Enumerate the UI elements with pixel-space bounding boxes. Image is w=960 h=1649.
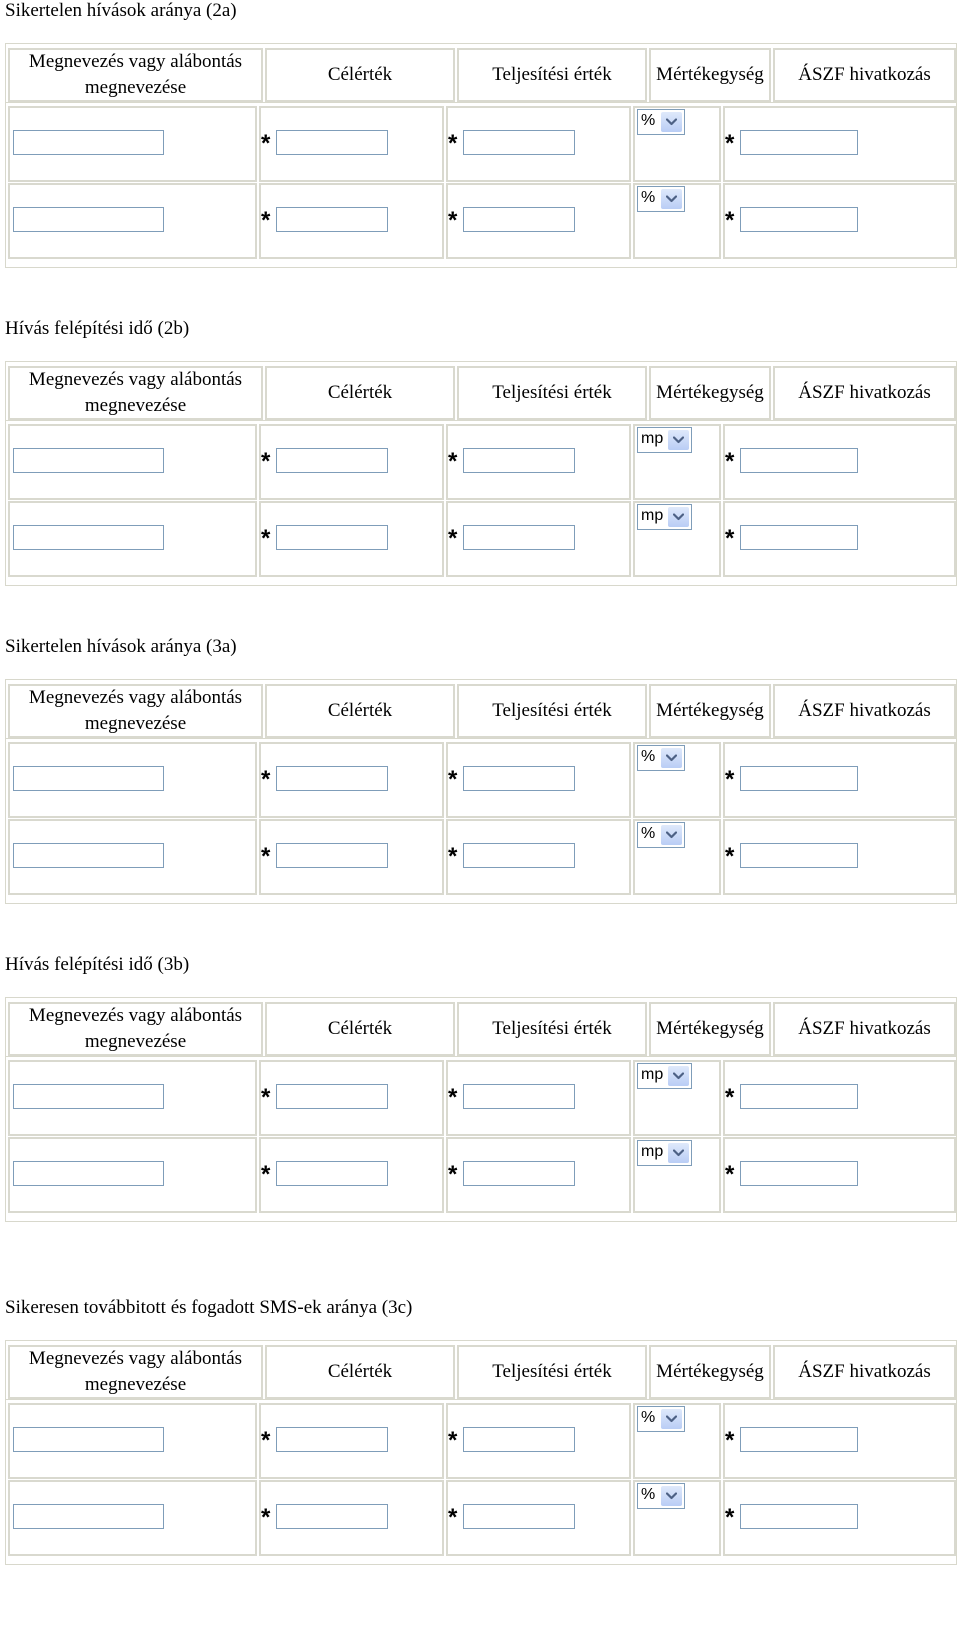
unit-select-value: % (641, 825, 656, 842)
actual-value-input[interactable] (463, 1427, 575, 1452)
section-title: Sikeresen továbbitott és fogadott SMS-ek aránya (3c) (5, 1297, 413, 1318)
name-cell (8, 1060, 257, 1136)
terms-reference-input[interactable] (740, 1161, 858, 1186)
required-marker: * (261, 1427, 271, 1454)
column-header-target: Célérték (265, 48, 455, 102)
terms-cell (723, 424, 956, 500)
column-header-unit: Mértékegység (649, 48, 771, 102)
table-body (5, 738, 957, 904)
unit-cell (633, 742, 721, 818)
name-cell (8, 742, 257, 818)
actual-value-input[interactable] (463, 843, 575, 868)
chevron-down-icon[interactable] (661, 748, 682, 768)
actual-value-input[interactable] (463, 1504, 575, 1529)
table-row (6, 1057, 956, 1137)
terms-reference-input[interactable] (740, 1084, 858, 1109)
name-cell (8, 424, 257, 500)
required-marker: * (725, 448, 735, 475)
terms-cell (723, 1403, 956, 1479)
unit-select-value: % (641, 189, 656, 206)
unit-cell (633, 1480, 721, 1556)
required-marker: * (725, 1504, 735, 1531)
column-header-terms: ÁSZF hivatkozás (773, 1345, 956, 1399)
column-header-unit: Mértékegység (649, 366, 771, 420)
table-header (5, 361, 957, 424)
table-body (5, 102, 957, 268)
unit-select[interactable] (637, 1483, 685, 1509)
required-marker: * (261, 843, 271, 870)
required-marker: * (448, 1427, 458, 1454)
unit-cell (633, 183, 721, 259)
required-marker: * (725, 843, 735, 870)
table-row (6, 1477, 956, 1557)
actual-cell (446, 1403, 631, 1479)
table-header (5, 997, 957, 1060)
chevron-down-icon[interactable] (668, 507, 689, 527)
name-input[interactable] (13, 448, 164, 473)
required-marker: * (448, 525, 458, 552)
column-header-terms: ÁSZF hivatkozás (773, 366, 956, 420)
unit-select-value: mp (641, 1066, 664, 1083)
target-cell (259, 424, 444, 500)
actual-value-input[interactable] (463, 1084, 575, 1109)
required-marker: * (725, 1084, 735, 1111)
terms-cell (723, 742, 956, 818)
actual-value-input[interactable] (463, 130, 575, 155)
table-row (6, 498, 956, 578)
name-cell (8, 1480, 257, 1556)
unit-cell (633, 819, 721, 895)
actual-value-input[interactable] (463, 525, 575, 550)
section-title: Hívás felépítési idő (2b) (5, 318, 190, 339)
section-title: Sikertelen hívások aránya (2a) (5, 0, 237, 21)
chevron-down-icon[interactable] (661, 825, 682, 845)
target-value-input[interactable] (276, 130, 388, 155)
required-marker: * (725, 207, 735, 234)
column-header-actual: Teljesítési érték (457, 1345, 647, 1399)
chevron-down-icon[interactable] (668, 1066, 689, 1086)
column-header-name: Megnevezés vagy alábontás megnevezése (8, 1345, 263, 1399)
required-marker: * (448, 766, 458, 793)
actual-cell (446, 106, 631, 182)
actual-cell (446, 183, 631, 259)
name-cell (8, 1137, 257, 1213)
name-input[interactable] (13, 1161, 164, 1186)
target-value-input[interactable] (276, 1427, 388, 1452)
actual-cell (446, 1060, 631, 1136)
required-marker: * (448, 130, 458, 157)
actual-cell (446, 742, 631, 818)
terms-reference-input[interactable] (740, 207, 858, 232)
actual-cell (446, 1137, 631, 1213)
target-cell (259, 183, 444, 259)
chevron-down-icon[interactable] (661, 1409, 682, 1429)
target-cell (259, 106, 444, 182)
unit-select[interactable] (637, 109, 685, 135)
name-input[interactable] (13, 525, 164, 550)
actual-cell (446, 1480, 631, 1556)
terms-reference-input[interactable] (740, 448, 858, 473)
terms-cell (723, 819, 956, 895)
unit-cell (633, 501, 721, 577)
terms-cell (723, 1060, 956, 1136)
chevron-down-icon[interactable] (661, 112, 682, 132)
actual-value-input[interactable] (463, 448, 575, 473)
required-marker: * (725, 130, 735, 157)
chevron-down-icon[interactable] (661, 1486, 682, 1506)
terms-cell (723, 1137, 956, 1213)
actual-cell (446, 501, 631, 577)
unit-cell (633, 106, 721, 182)
required-marker: * (261, 1084, 271, 1111)
name-cell (8, 106, 257, 182)
column-header-target: Célérték (265, 684, 455, 738)
table-body (5, 420, 957, 586)
column-header-terms: ÁSZF hivatkozás (773, 1002, 956, 1056)
column-header-name: Megnevezés vagy alábontás megnevezése (8, 684, 263, 738)
unit-select[interactable] (637, 1406, 685, 1432)
column-header-terms: ÁSZF hivatkozás (773, 48, 956, 102)
unit-cell (633, 1403, 721, 1479)
chevron-down-icon[interactable] (668, 1143, 689, 1163)
table-row (6, 816, 956, 896)
table-header (5, 43, 957, 106)
actual-cell (446, 424, 631, 500)
required-marker: * (261, 207, 271, 234)
table-row (6, 1400, 956, 1480)
column-header-unit: Mértékegység (649, 684, 771, 738)
target-value-input[interactable] (276, 448, 388, 473)
required-marker: * (261, 1161, 271, 1188)
target-value-input[interactable] (276, 1161, 388, 1186)
section-title: Hívás felépítési idő (3b) (5, 954, 190, 975)
terms-reference-input[interactable] (740, 843, 858, 868)
name-input[interactable] (13, 207, 164, 232)
column-header-name: Megnevezés vagy alábontás megnevezése (8, 1002, 263, 1056)
unit-select[interactable] (637, 822, 685, 848)
unit-select[interactable] (637, 504, 692, 530)
unit-cell (633, 1060, 721, 1136)
terms-reference-input[interactable] (740, 1427, 858, 1452)
table-row (6, 739, 956, 819)
name-cell (8, 1403, 257, 1479)
column-header-actual: Teljesítési érték (457, 48, 647, 102)
unit-select-value: % (641, 1409, 656, 1426)
section-title: Sikertelen hívások aránya (3a) (5, 636, 237, 657)
column-header-target: Célérték (265, 366, 455, 420)
unit-select-value: % (641, 112, 656, 129)
target-cell (259, 1060, 444, 1136)
required-marker: * (725, 525, 735, 552)
column-header-unit: Mértékegység (649, 1345, 771, 1399)
column-header-name: Megnevezés vagy alábontás megnevezése (8, 366, 263, 420)
target-cell (259, 1480, 444, 1556)
target-cell (259, 1137, 444, 1213)
unit-select[interactable] (637, 745, 685, 771)
unit-cell (633, 1137, 721, 1213)
target-value-input[interactable] (276, 525, 388, 550)
column-header-name: Megnevezés vagy alábontás megnevezése (8, 48, 263, 102)
required-marker: * (725, 766, 735, 793)
required-marker: * (448, 207, 458, 234)
actual-value-input[interactable] (463, 207, 575, 232)
unit-select[interactable] (637, 186, 685, 212)
required-marker: * (448, 1504, 458, 1531)
name-input[interactable] (13, 1084, 164, 1109)
column-header-target: Célérték (265, 1345, 455, 1399)
target-value-input[interactable] (276, 1084, 388, 1109)
name-input[interactable] (13, 766, 164, 791)
unit-select[interactable] (637, 1140, 692, 1166)
terms-cell (723, 501, 956, 577)
target-cell (259, 501, 444, 577)
table-body (5, 1056, 957, 1222)
terms-reference-input[interactable] (740, 130, 858, 155)
table-row (6, 103, 956, 183)
column-header-actual: Teljesítési érték (457, 684, 647, 738)
target-cell (259, 1403, 444, 1479)
unit-select-value: mp (641, 1143, 664, 1160)
table-row (6, 180, 956, 260)
chevron-down-icon[interactable] (668, 430, 689, 450)
terms-cell (723, 183, 956, 259)
required-marker: * (261, 525, 271, 552)
unit-select[interactable] (637, 427, 692, 453)
column-header-actual: Teljesítési érték (457, 366, 647, 420)
target-value-input[interactable] (276, 766, 388, 791)
target-value-input[interactable] (276, 1504, 388, 1529)
actual-value-input[interactable] (463, 1161, 575, 1186)
name-input[interactable] (13, 130, 164, 155)
table-header (5, 679, 957, 742)
unit-select[interactable] (637, 1063, 692, 1089)
target-cell (259, 819, 444, 895)
terms-reference-input[interactable] (740, 766, 858, 791)
name-cell (8, 501, 257, 577)
unit-select-value: mp (641, 430, 664, 447)
unit-select-value: % (641, 1486, 656, 1503)
table-row (6, 421, 956, 501)
unit-select-value: % (641, 748, 656, 765)
unit-cell (633, 424, 721, 500)
name-input[interactable] (13, 843, 164, 868)
chevron-down-icon[interactable] (661, 189, 682, 209)
column-header-terms: ÁSZF hivatkozás (773, 684, 956, 738)
terms-reference-input[interactable] (740, 1504, 858, 1529)
name-input[interactable] (13, 1504, 164, 1529)
table-row (6, 1134, 956, 1214)
actual-value-input[interactable] (463, 766, 575, 791)
terms-cell (723, 106, 956, 182)
required-marker: * (725, 1161, 735, 1188)
name-cell (8, 183, 257, 259)
column-header-target: Célérték (265, 1002, 455, 1056)
required-marker: * (448, 448, 458, 475)
column-header-unit: Mértékegység (649, 1002, 771, 1056)
required-marker: * (261, 766, 271, 793)
unit-select-value: mp (641, 507, 664, 524)
required-marker: * (448, 1161, 458, 1188)
target-cell (259, 742, 444, 818)
terms-cell (723, 1480, 956, 1556)
required-marker: * (261, 448, 271, 475)
terms-reference-input[interactable] (740, 525, 858, 550)
target-value-input[interactable] (276, 843, 388, 868)
actual-cell (446, 819, 631, 895)
table-body (5, 1399, 957, 1565)
required-marker: * (261, 130, 271, 157)
name-cell (8, 819, 257, 895)
name-input[interactable] (13, 1427, 164, 1452)
required-marker: * (261, 1504, 271, 1531)
required-marker: * (448, 1084, 458, 1111)
column-header-actual: Teljesítési érték (457, 1002, 647, 1056)
table-header (5, 1340, 957, 1403)
required-marker: * (448, 843, 458, 870)
required-marker: * (725, 1427, 735, 1454)
target-value-input[interactable] (276, 207, 388, 232)
